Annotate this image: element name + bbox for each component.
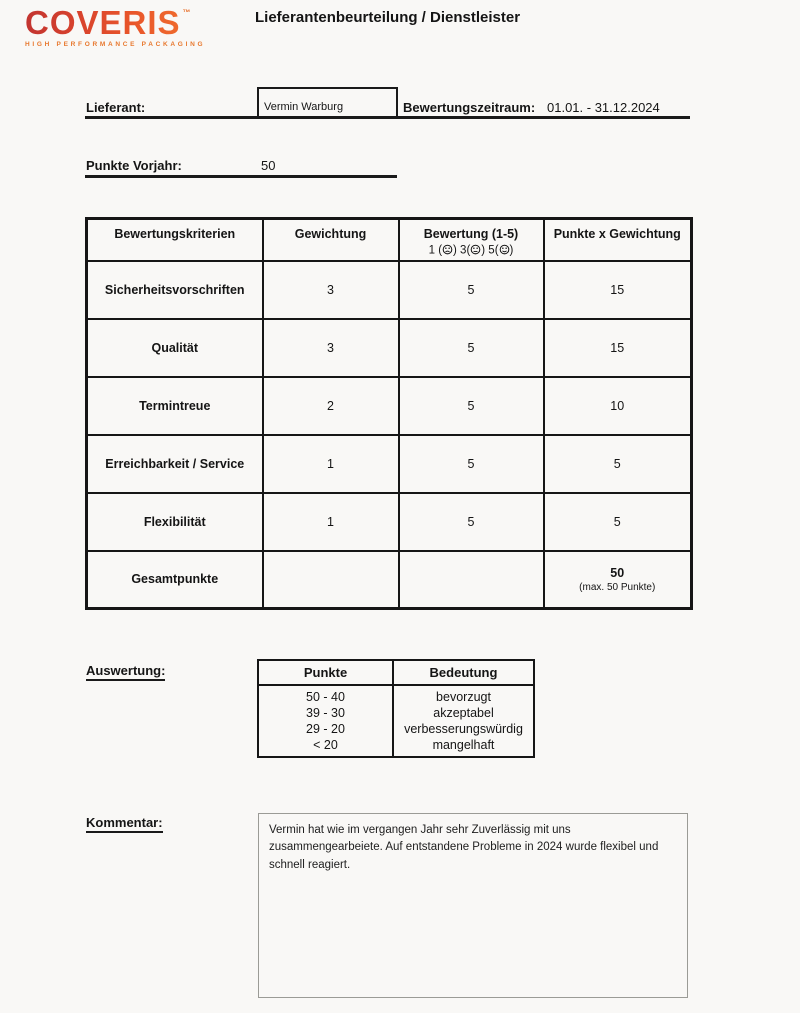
evaluation-label: Auswertung: [86,663,165,681]
empty-weight-cell [263,551,399,609]
points-cell: 15 [544,319,692,377]
rating-scale-legend [404,244,539,257]
column-header-rating [399,219,544,261]
logo-wordmark: COVERIS [25,4,181,41]
rating-cell: 5 [399,261,544,319]
trademark-symbol: ™ [182,8,191,17]
rating-table [85,217,693,610]
weight-cell: 3 [263,319,399,377]
weight-cell: 2 [263,377,399,435]
evaluation-table [257,659,535,758]
weight-cell: 1 [263,435,399,493]
table-row [87,261,692,319]
happy-face-icon [499,244,510,255]
evaluation-meaning-header: Bedeutung [393,660,534,685]
comment-label: Kommentar: [86,815,163,833]
points-cell: 10 [544,377,692,435]
criteria-cell: Erreichbarkeit / Service [87,435,263,493]
previous-points-rule [85,175,397,178]
rating-header-text: Bewertung (1-5) [423,227,519,241]
points-range: 50 - 40 [258,685,393,705]
scale-text: ) [509,244,514,257]
meaning-value: akzeptabel [433,706,494,720]
column-header-points: Punkte x Gewichtung [544,219,692,261]
rating-cell: 5 [399,435,544,493]
evaluation-points-header: Punkte [258,660,393,685]
rating-cell: 5 [399,493,544,551]
period-label: Bewertungszeitraum: [403,100,536,115]
neutral-face-icon [470,244,481,255]
criteria-cell: Sicherheitsvorschriften [87,261,263,319]
meaning-value: mangelhaft [432,738,495,752]
table-row [87,493,692,551]
list-item [258,685,534,705]
meaning-value: verbesserungswürdig [404,722,523,736]
comment-box [258,813,688,998]
previous-points-label: Punkte Vorjahr: [86,158,182,173]
evaluation-header-row [258,660,534,685]
weight-cell: 3 [263,261,399,319]
column-header-weight: Gewichtung [263,219,399,261]
points-cell: 15 [544,261,692,319]
total-label-cell: Gesamtpunkte [87,551,263,609]
table-row [87,435,692,493]
criteria-cell: Qualität [87,319,263,377]
page-title: Lieferantenbeurteilung / Dienstleister [255,9,521,26]
supplier-label: Lieferant: [86,100,146,115]
list-item [258,737,534,757]
scale-text: ) 5( [481,244,499,257]
table-row [87,319,692,377]
list-item [258,705,534,721]
period-value: 01.01. - 31.12.2024 [547,100,660,115]
scale-text: 1 ( [428,244,443,257]
points-cell: 5 [544,435,692,493]
points-range: < 20 [258,737,393,757]
rating-cell: 5 [399,319,544,377]
supplier-value: Vermin Warburg [264,101,344,113]
empty-rating-cell [399,551,544,609]
logo-tagline: HIGH PERFORMANCE PACKAGING [25,41,206,48]
scale-text: ) 3( [453,244,471,257]
weight-cell: 1 [263,493,399,551]
table-row [87,377,692,435]
points-range: 29 - 20 [258,721,393,737]
total-points-note: (max. 50 Punkte) [579,581,656,593]
total-points-value: 50 [610,565,625,580]
rating-cell: 5 [399,377,544,435]
points-range: 39 - 30 [258,705,393,721]
comment-text: Vermin hat wie im vergangen Jahr sehr Zuverlässig mit uns zusammengearbeiete. Auf entstandene Probleme in 2024 wurde flexibel und schnell reagiert. [269,824,659,871]
meaning-value: bevorzugt [436,690,491,704]
total-row [87,551,692,609]
criteria-cell: Flexibilität [87,493,263,551]
header-rule [85,116,690,119]
rating-table-header-row [87,219,692,261]
points-cell: 5 [544,493,692,551]
criteria-cell: Termintreue [87,377,263,435]
sad-face-icon [442,244,453,255]
column-header-criteria: Bewertungskriterien [87,219,263,261]
previous-points-value: 50 [261,158,276,173]
list-item [258,721,534,737]
total-points-cell [544,551,692,609]
supplier-value-box [257,87,398,118]
coveris-logo [25,6,205,48]
